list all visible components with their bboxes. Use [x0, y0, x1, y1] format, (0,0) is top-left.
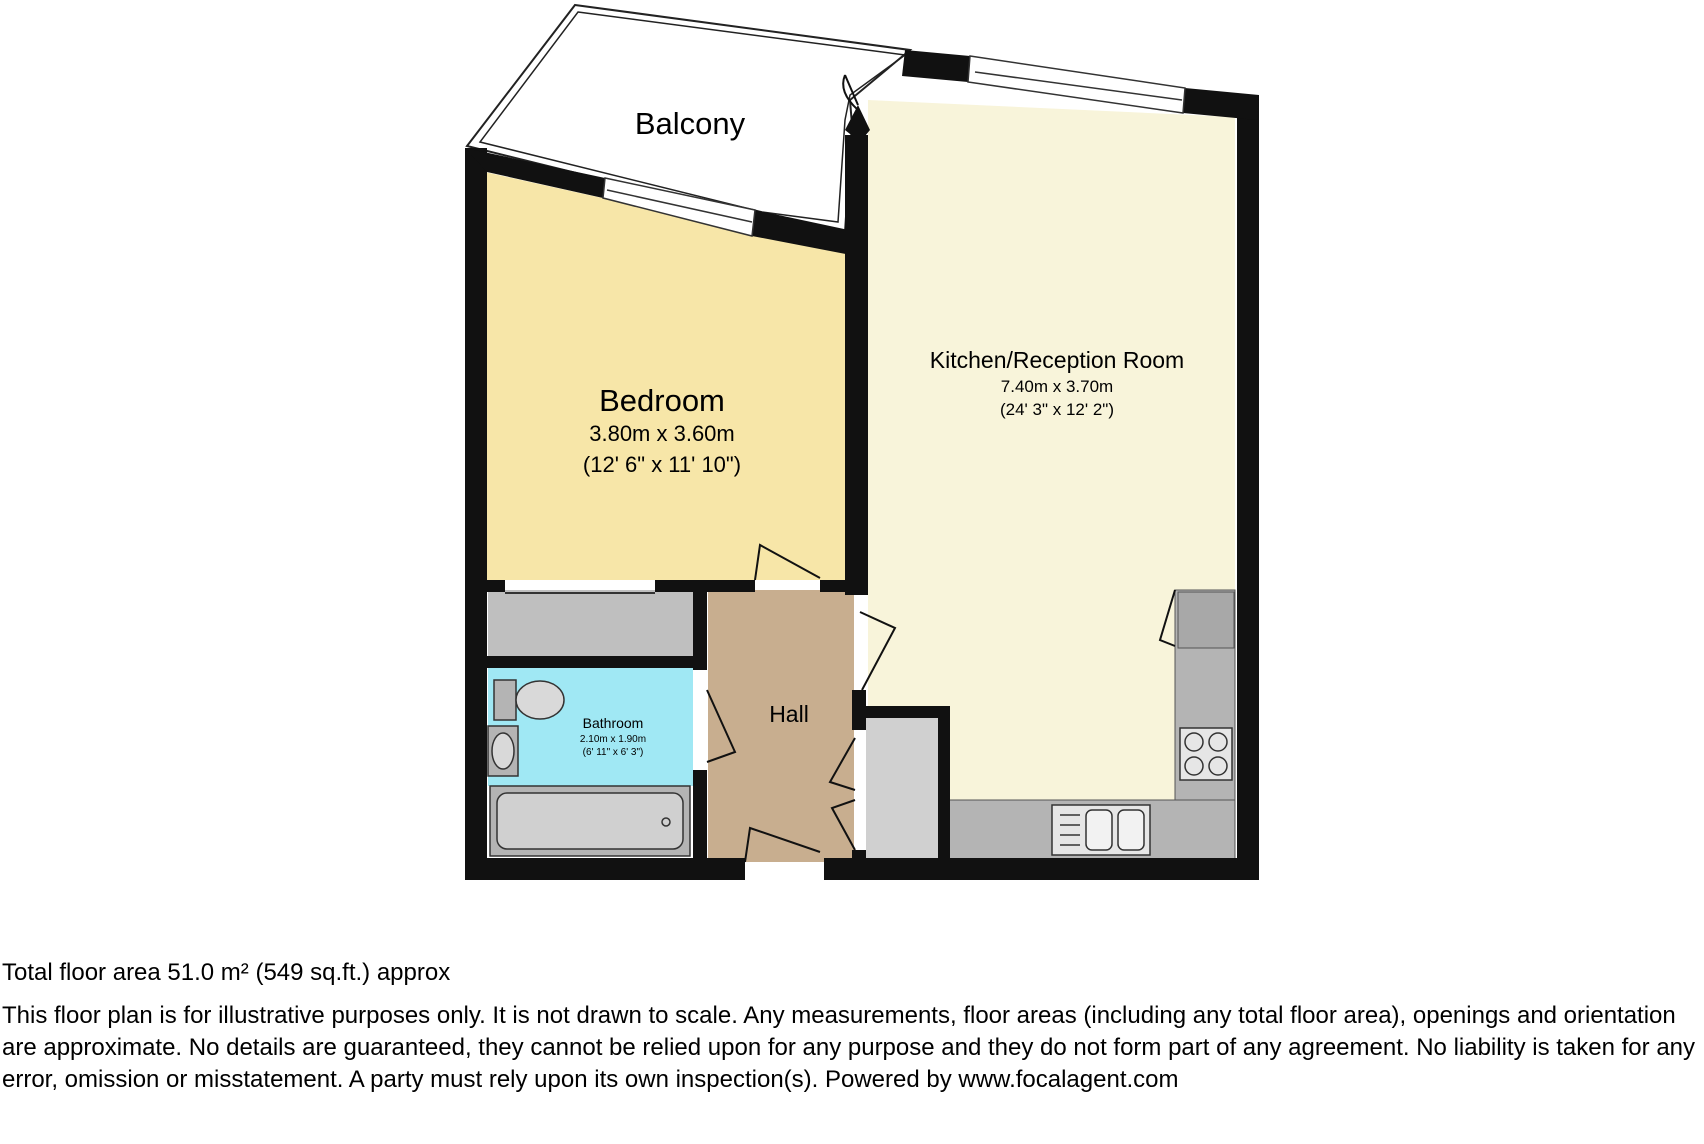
hall-label: Hall [769, 701, 809, 727]
balcony-label: Balcony [634, 106, 746, 141]
bedroom-name: Bedroom [599, 383, 725, 418]
hob-icon [1180, 728, 1232, 780]
kitchen-name: Kitchen/Reception Room [929, 347, 1185, 373]
hall-cupboard [866, 718, 938, 862]
total-floor-area: Total floor area 51.0 m² (549 sq.ft.) approx [2, 959, 451, 986]
window-kitchen [968, 56, 1185, 113]
basin-icon [488, 726, 518, 776]
bedroom-dim-imperial: (12' 6" x 11' 10") [582, 452, 742, 477]
kitchen-dim-metric: 7.40m x 3.70m [1000, 377, 1114, 396]
sink-icon [1052, 805, 1150, 855]
footer [2, 958, 1702, 1096]
bedroom-wardrobe [488, 590, 693, 656]
kitchen-dim-imperial: (24' 3" x 12' 2") [999, 400, 1115, 419]
bathroom-dim-metric: 2.10m x 1.90m [579, 734, 647, 745]
bedroom-dim-metric: 3.80m x 3.60m [589, 421, 735, 446]
bathroom-dim-imperial: (6' 11" x 6' 3") [582, 747, 644, 758]
toilet-icon [494, 680, 564, 720]
bathroom-name: Bathroom [582, 715, 644, 731]
disclaimer-text: This floor plan is for illustrative purposes only. It is not drawn to scale. Any measurements, floor areas (including any total floor area), openings and orientation are approximate. No details are guaranteed, they cannot be relied upon for any purpose and they do not form part of any agreement. No liability is taken for any error, omission or misstatement. A party must rely upon its own inspection(s). Powered by www.focalagent.com [2, 1002, 1696, 1093]
bath-icon [490, 786, 690, 856]
